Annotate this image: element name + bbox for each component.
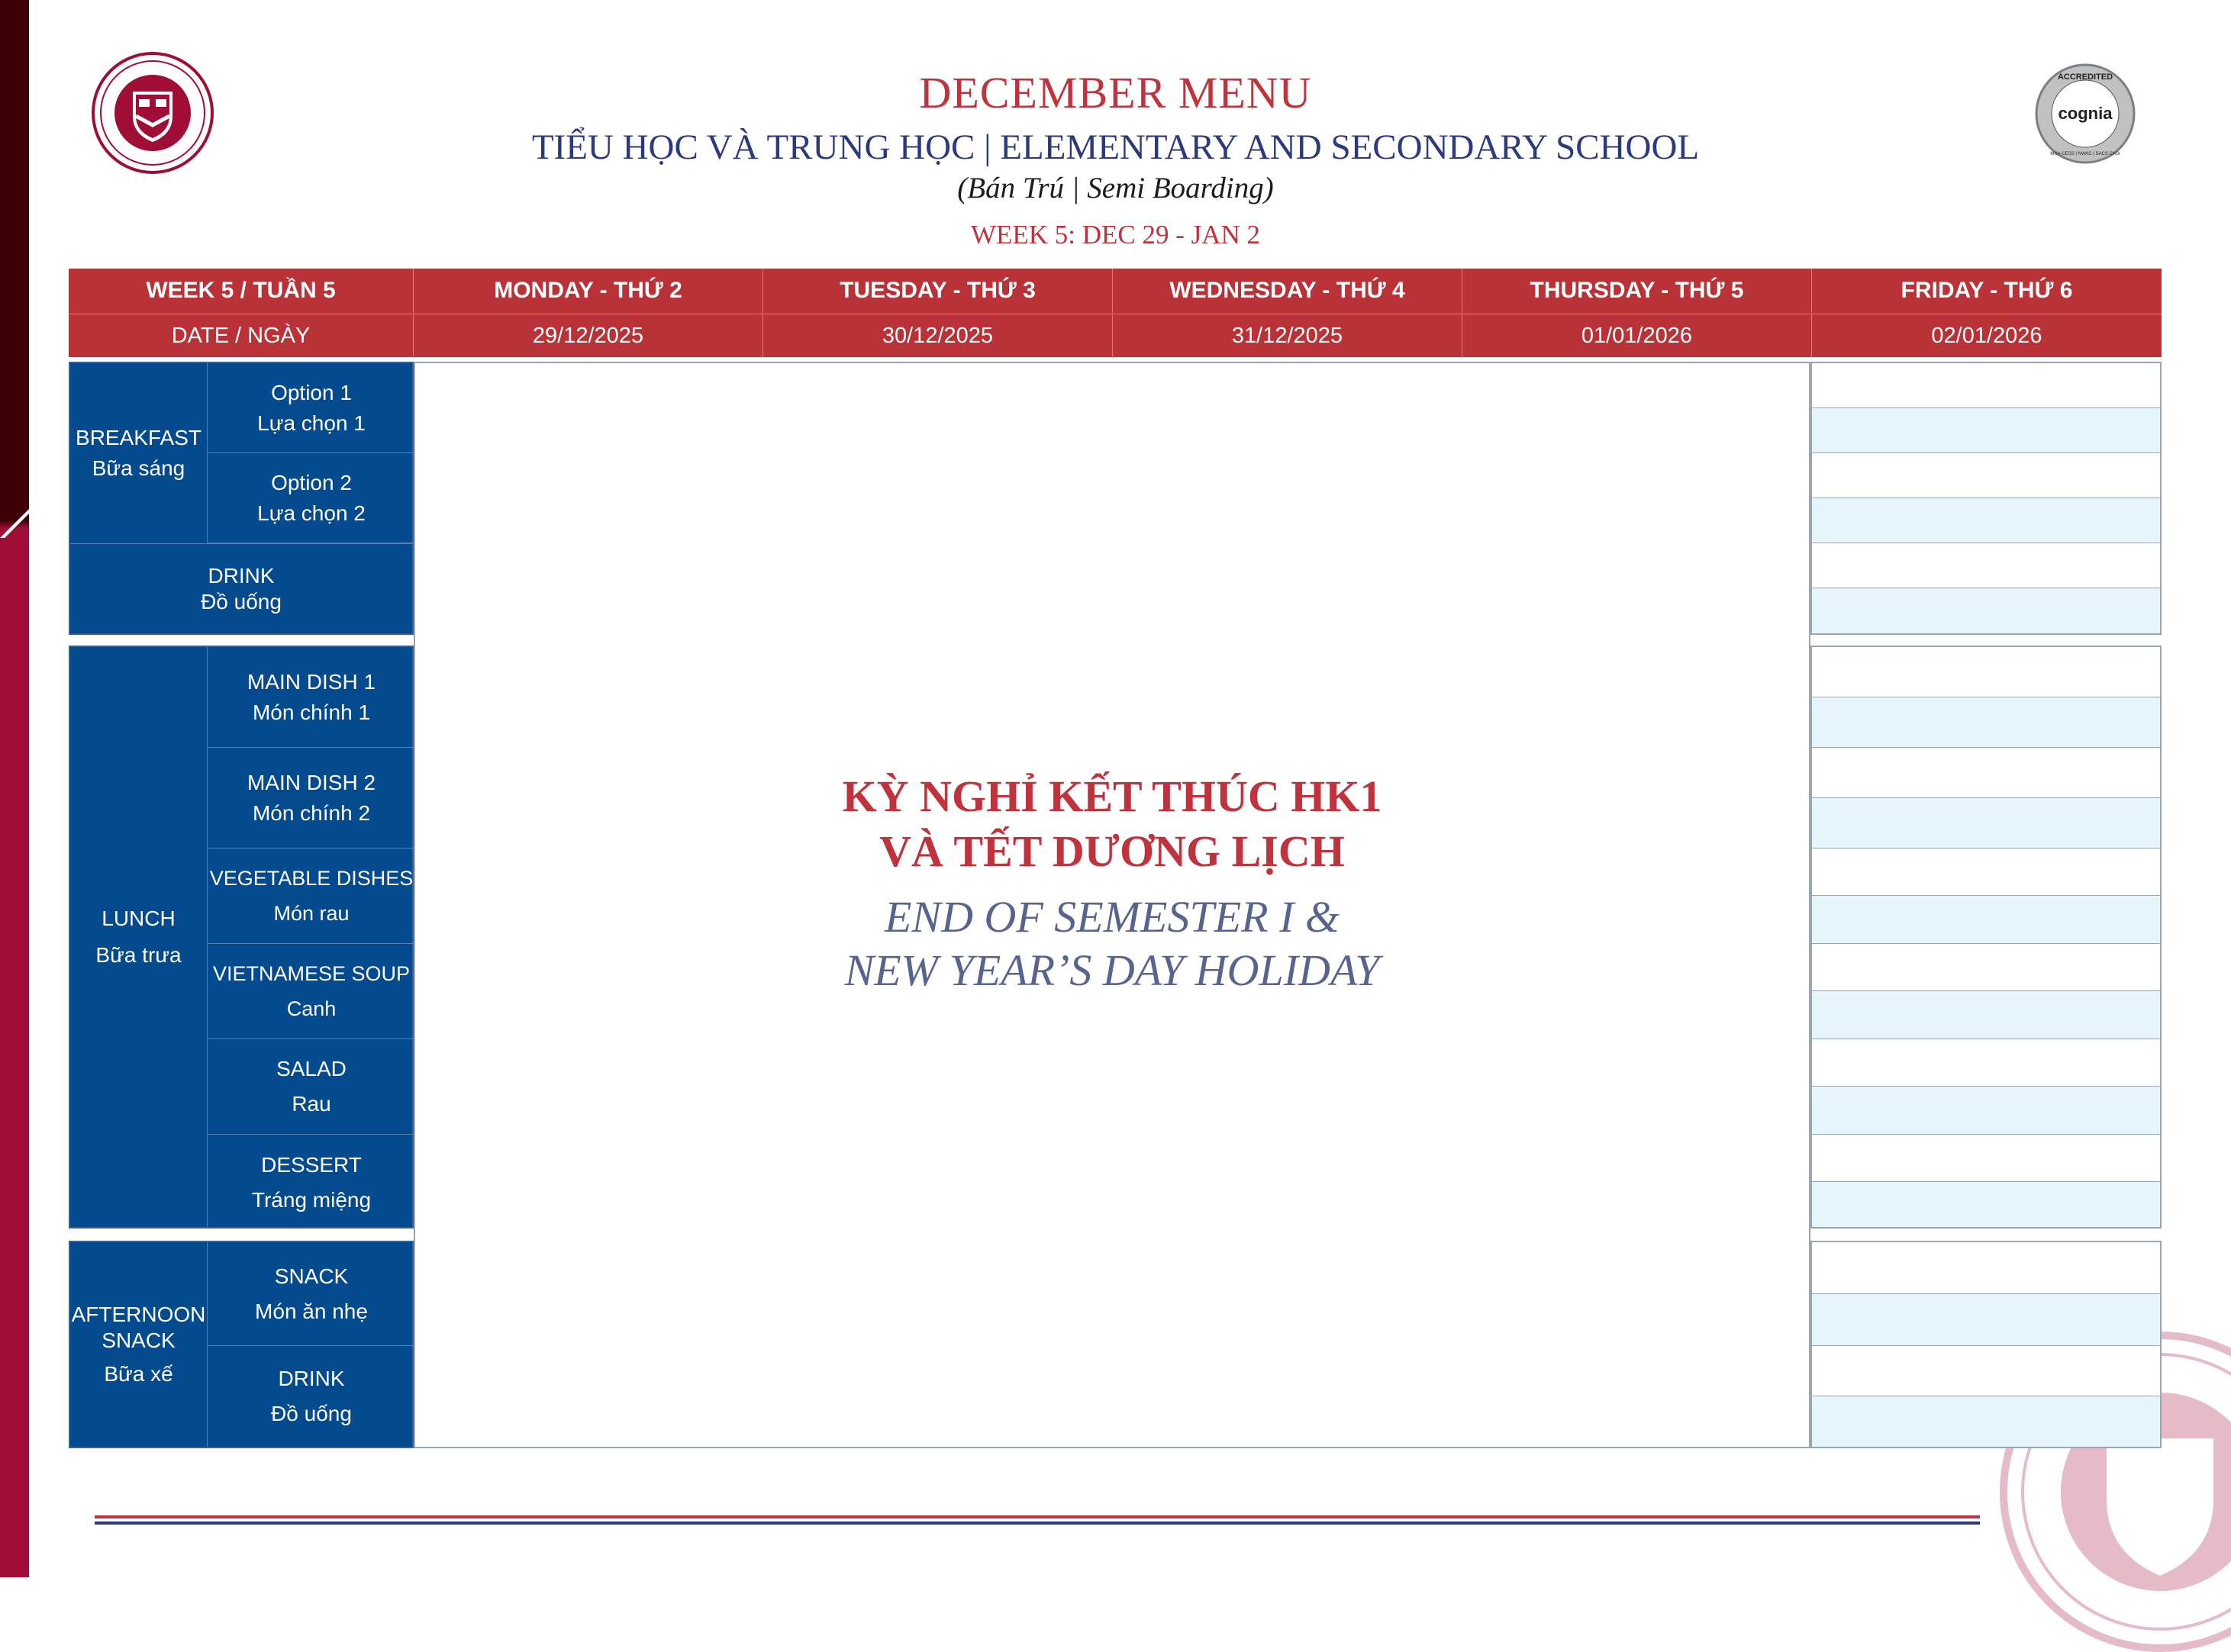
week-range: WEEK 5: DEC 29 - JAN 2	[970, 220, 1261, 250]
friday-cell	[1812, 991, 2160, 1039]
option-1-vn: Lựa chọn 1	[257, 411, 366, 435]
friday-cell	[1812, 408, 2160, 453]
week-header: WEEK 5 / TUẦN 5	[69, 269, 414, 313]
friday-breakfast-cells	[1810, 362, 2162, 635]
vegetable-en: VEGETABLE DISHES	[209, 867, 414, 890]
friday-cell	[1812, 1182, 2160, 1227]
lunch-label-vn: Bữa trưa	[95, 943, 182, 967]
snack-label-vn: Bữa xế	[104, 1362, 173, 1386]
breakfast-option-1	[208, 363, 415, 453]
lunch-section	[69, 646, 414, 1229]
page-title: DECEMBER MENU	[919, 68, 1312, 118]
wednesday-header: WEDNESDAY - THỨ 4	[1113, 269, 1462, 313]
friday-cell	[1812, 1135, 2160, 1182]
breakfast-section	[69, 362, 414, 635]
holiday-vn-line-1: KỲ NGHỈ KẾT THÚC HK1	[842, 771, 1382, 821]
friday-cell	[1812, 1294, 2160, 1346]
breakfast-label-en: BREAKFAST	[76, 426, 201, 449]
main-dish-1-en: MAIN DISH 1	[247, 669, 376, 694]
friday-cell	[1812, 647, 2160, 697]
soup-en: VIETNAMESE SOUP	[212, 962, 411, 985]
friday-date: 02/01/2026	[1931, 324, 2042, 348]
option-1-en: Option 1	[271, 380, 352, 404]
snack-label-en-1: AFTERNOON	[71, 1303, 206, 1326]
holiday-en-line-2: NEW YEAR’S DAY HOLIDAY	[844, 945, 1380, 995]
page-subtitle: TIỂU HỌC VÀ TRUNG HỌC | ELEMENTARY AND SECONDARY SCHOOL	[531, 127, 1700, 167]
friday-cell	[1812, 588, 2160, 633]
day-header-row	[69, 269, 2162, 313]
breakfast-label-vn: Bữa sáng	[92, 456, 185, 480]
lunch-label-en: LUNCH	[102, 907, 176, 930]
friday-cell	[1812, 944, 2160, 991]
monday-date: 29/12/2025	[414, 314, 763, 358]
table-header	[69, 269, 2162, 357]
main-dish-1-vn: Món chính 1	[252, 700, 371, 724]
friday-cell	[1812, 1346, 2160, 1396]
friday-cell	[1812, 748, 2160, 798]
option-2-en: Option 2	[271, 470, 352, 494]
dessert-vn: Tráng miệng	[251, 1187, 372, 1212]
svg-text:cognia: cognia	[2058, 104, 2113, 123]
friday-cell	[1812, 1087, 2160, 1135]
main-dish-2-vn: Món chính 2	[252, 800, 371, 825]
date-label: DATE / NGÀY	[69, 314, 414, 358]
friday-header: FRIDAY - THỨ 6	[1901, 278, 2073, 303]
holiday-en-line-1: END OF SEMESTER I &	[884, 892, 1340, 942]
footer-divider-blue	[95, 1522, 1980, 1525]
snack-vn: Món ăn nhẹ	[255, 1299, 368, 1323]
friday-cell	[1812, 798, 2160, 849]
lunch-item-main-dish-1	[208, 647, 415, 748]
friday-cell	[1812, 363, 2160, 408]
vegetable-vn: Món rau	[273, 902, 350, 925]
monday-header: MONDAY - THỨ 2	[414, 269, 763, 313]
svg-text:ACCREDITED: ACCREDITED	[2057, 72, 2113, 82]
thursday-date: 01/01/2026	[1462, 314, 1812, 358]
friday-cell	[1812, 1396, 2160, 1447]
snack-drink-item	[208, 1346, 415, 1447]
afternoon-snack-section	[69, 1241, 414, 1448]
friday-cell	[1812, 498, 2160, 543]
date-header-row	[69, 314, 2162, 358]
friday-cell	[1812, 697, 2160, 748]
thursday-header: THURSDAY - THỨ 5	[1462, 269, 1812, 313]
lunch-item-soup	[208, 944, 415, 1039]
tuesday-header: TUESDAY - THỨ 3	[763, 269, 1113, 313]
breakfast-drink-en: DRINK	[208, 564, 275, 588]
snack-drink-en: DRINK	[278, 1367, 345, 1390]
salad-en: SALAD	[276, 1057, 347, 1080]
friday-lunch-cells	[1810, 646, 2162, 1229]
dessert-en: DESSERT	[261, 1152, 362, 1177]
friday-cell	[1812, 1039, 2160, 1087]
svg-text:MSA-CESS | NWAC | SACS CASI: MSA-CESS | NWAC | SACS CASI	[2050, 152, 2120, 156]
breakfast-drink	[70, 543, 412, 634]
friday-cell	[1812, 896, 2160, 944]
lunch-item-main-dish-2	[208, 748, 415, 849]
option-2-vn: Lựa chọn 2	[257, 501, 366, 525]
breakfast-label	[70, 363, 208, 543]
snack-en: SNACK	[274, 1264, 349, 1288]
friday-cell	[1812, 1242, 2160, 1294]
friday-snack-cells	[1810, 1241, 2162, 1448]
snack-label-en-2: SNACK	[102, 1328, 176, 1352]
snack-item	[208, 1242, 415, 1346]
tuesday-date: 30/12/2025	[763, 314, 1113, 358]
lunch-item-dessert	[208, 1135, 415, 1230]
main-dish-2-en: MAIN DISH 2	[247, 770, 376, 794]
wednesday-date: 31/12/2025	[1113, 314, 1462, 358]
breakfast-drink-vn: Đồ uống	[201, 590, 282, 613]
afternoon-snack-label	[70, 1242, 208, 1447]
friday-cell	[1812, 543, 2160, 588]
lunch-item-salad	[208, 1039, 415, 1135]
lunch-label	[70, 647, 208, 1227]
friday-cell	[1812, 849, 2160, 896]
salad-vn: Rau	[292, 1092, 331, 1116]
friday-cell	[1812, 453, 2160, 498]
holiday-vn-line-2: VÀ TẾT DƯƠNG LỊCH	[879, 826, 1345, 876]
soup-vn: Canh	[286, 997, 337, 1020]
breakfast-option-2	[208, 453, 415, 543]
boarding-label: (Bán Trú | Semi Boarding)	[957, 172, 1274, 204]
left-band-notch	[0, 507, 31, 538]
snack-drink-vn: Đồ uống	[271, 1402, 352, 1425]
lunch-item-vegetable	[208, 849, 415, 944]
footer-divider-red	[95, 1515, 1980, 1518]
